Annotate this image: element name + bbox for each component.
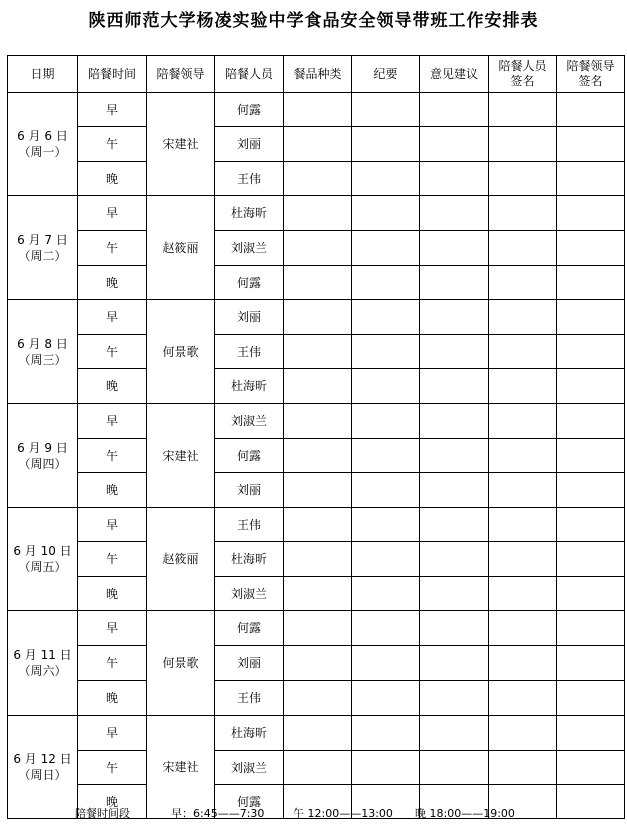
staff-signature-cell[interactable] [489,93,557,127]
leader-signature-cell[interactable] [557,577,625,611]
leader-signature-cell[interactable] [557,681,625,716]
leader-signature-cell[interactable] [557,404,625,439]
summary-cell[interactable] [352,751,420,785]
table-row [8,577,625,611]
leader-cell: 宋建社 [147,404,215,508]
table-body [8,93,625,819]
staff-cell: 刘淑兰 [215,577,284,611]
suggestion-cell[interactable] [420,231,489,266]
date-cell [8,611,78,716]
meal-time-cell: 晚 [78,785,147,819]
column-header: 陪餐人员 [215,56,284,93]
leader-cell: 何景歌 [147,611,215,716]
dish-type-cell[interactable] [284,127,352,162]
leader-cell: 宋建社 [147,93,215,196]
suggestion-cell[interactable] [420,439,489,473]
staff-signature-cell[interactable] [489,473,557,508]
staff-cell: 何露 [215,611,284,646]
date-cell [8,716,78,819]
suggestion-cell[interactable] [420,508,489,542]
date-cell [8,404,78,508]
date-cell [8,93,78,196]
leader-signature-cell[interactable] [557,611,625,646]
staff-signature-cell[interactable] [489,439,557,473]
staff-cell: 杜海昕 [215,542,284,577]
meal-time-cell: 午 [78,542,147,577]
lunch-time: 午 12:00——13:00 [293,807,393,820]
staff-signature-cell[interactable] [489,681,557,716]
leader-signature-cell[interactable] [557,439,625,473]
staff-cell: 何露 [215,266,284,300]
date-text: 6 月 10 日 [13,544,72,558]
table-row [8,335,625,369]
weekday-text: （周一） [18,145,67,159]
staff-signature-cell[interactable] [489,369,557,404]
table-row [8,681,625,716]
leader-signature-cell[interactable] [557,542,625,577]
weekday-text: （周日） [18,768,67,782]
date-text: 6 月 11 日 [13,648,72,662]
weekday-text: （周二） [18,248,67,263]
staff-signature-cell[interactable] [489,404,557,439]
staff-cell: 刘淑兰 [215,404,284,439]
summary-cell[interactable] [352,196,420,231]
dish-type-cell[interactable] [284,751,352,785]
suggestion-cell[interactable] [420,681,489,716]
leader-signature-cell[interactable] [557,369,625,404]
leader-signature-cell[interactable] [557,716,625,751]
column-header: 陪餐领导 [147,56,215,93]
staff-cell: 何露 [215,439,284,473]
leader-cell: 何景歌 [147,300,215,404]
summary-cell[interactable] [352,646,420,681]
meal-time-cell: 晚 [78,369,147,404]
dish-type-cell[interactable] [284,300,352,335]
weekday-text: （周四） [18,456,67,471]
staff-signature-cell[interactable] [489,300,557,335]
summary-cell[interactable] [352,231,420,266]
leader-signature-cell[interactable] [557,300,625,335]
meal-time-cell: 午 [78,751,147,785]
summary-cell[interactable] [352,508,420,542]
date-text: 6 月 6 日 [17,129,68,143]
dinner-time: 晚 18:00——19:00 [415,807,515,820]
staff-signature-cell[interactable] [489,751,557,785]
meal-time-cell: 早 [78,716,147,751]
summary-cell[interactable] [352,369,420,404]
leader-signature-cell[interactable] [557,127,625,162]
summary-cell[interactable] [352,611,420,646]
meal-time-cell: 早 [78,196,147,231]
dish-type-cell[interactable] [284,577,352,611]
suggestion-cell[interactable] [420,611,489,646]
weekday-text: （周六） [18,664,67,678]
staff-signature-cell[interactable] [489,646,557,681]
staff-signature-cell[interactable] [489,508,557,542]
summary-cell[interactable] [352,266,420,300]
staff-signature-cell[interactable] [489,162,557,196]
meal-time-cell: 早 [78,404,147,439]
column-header: 纪要 [352,56,420,93]
table-row [8,127,625,162]
footer-label: 陪餐时间段 [75,807,130,820]
leader-signature-cell[interactable] [557,335,625,369]
weekday-text: （周三） [18,352,67,367]
table-row [8,473,625,508]
staff-cell: 刘丽 [215,300,284,335]
staff-cell: 王伟 [215,508,284,542]
date-cell [8,196,78,300]
date-text: 6 月 9 日 [17,440,68,455]
dish-type-cell[interactable] [284,266,352,300]
schedule-table [7,55,625,819]
summary-cell[interactable] [352,335,420,369]
table-row [8,231,625,266]
staff-cell: 王伟 [215,335,284,369]
suggestion-cell[interactable] [420,646,489,681]
leader-signature-cell[interactable] [557,231,625,266]
table-row [8,439,625,473]
meal-time-cell: 午 [78,127,147,162]
summary-cell[interactable] [352,542,420,577]
date-cell [8,508,78,611]
meal-time-cell: 早 [78,300,147,335]
leader-cell: 赵筱丽 [147,196,215,300]
staff-signature-cell[interactable] [489,231,557,266]
suggestion-cell[interactable] [420,335,489,369]
dish-type-cell[interactable] [284,716,352,751]
staff-signature-cell[interactable] [489,335,557,369]
staff-signature-cell[interactable] [489,196,557,231]
date-text: 6 月 7 日 [17,232,68,247]
leader-signature-cell[interactable] [557,473,625,508]
leader-signature-cell[interactable] [557,266,625,300]
dish-type-cell[interactable] [284,231,352,266]
meal-time-cell: 晚 [78,266,147,300]
staff-cell: 杜海昕 [215,716,284,751]
dish-type-cell[interactable] [284,646,352,681]
leader-signature-cell[interactable] [557,196,625,231]
summary-cell[interactable] [352,127,420,162]
column-header: 日期 [8,56,78,93]
table-row [8,716,625,751]
summary-cell[interactable] [352,681,420,716]
leader-signature-cell[interactable] [557,785,625,819]
dish-type-cell[interactable] [284,196,352,231]
suggestion-cell[interactable] [420,751,489,785]
date-text: 6 月 8 日 [17,336,68,351]
dish-type-cell[interactable] [284,681,352,716]
weekday-text: （周五） [18,560,67,574]
dish-type-cell[interactable] [284,542,352,577]
staff-signature-cell[interactable] [489,577,557,611]
summary-cell[interactable] [352,716,420,751]
table-row [8,751,625,785]
table-row [8,93,625,127]
suggestion-cell[interactable] [420,196,489,231]
dish-type-cell[interactable] [284,93,352,127]
dish-type-cell[interactable] [284,335,352,369]
column-header: 陪餐时间 [78,56,147,93]
dish-type-cell[interactable] [284,611,352,646]
meal-time-cell: 晚 [78,577,147,611]
table-row [8,611,625,646]
meal-time-footer [75,805,515,821]
meal-time-cell: 午 [78,335,147,369]
table-row [8,542,625,577]
table-row [8,369,625,404]
table-row [8,404,625,439]
summary-cell[interactable] [352,439,420,473]
table-row [8,162,625,196]
table-row [8,266,625,300]
leader-signature-cell[interactable] [557,508,625,542]
suggestion-cell[interactable] [420,266,489,300]
suggestion-cell[interactable] [420,162,489,196]
staff-signature-cell[interactable] [489,127,557,162]
meal-time-cell: 早 [78,93,147,127]
meal-time-cell: 早 [78,508,147,542]
suggestion-cell[interactable] [420,716,489,751]
leader-cell: 赵筱丽 [147,508,215,611]
suggestion-cell[interactable] [420,577,489,611]
suggestion-cell[interactable] [420,300,489,335]
meal-time-cell: 早 [78,611,147,646]
table-row [8,196,625,231]
column-header: 餐品种类 [284,56,352,93]
staff-cell: 刘丽 [215,127,284,162]
summary-cell[interactable] [352,473,420,508]
table-header [8,56,625,93]
meal-time-cell: 午 [78,439,147,473]
suggestion-cell[interactable] [420,127,489,162]
staff-cell: 杜海昕 [215,196,284,231]
summary-cell[interactable] [352,162,420,196]
staff-cell: 王伟 [215,681,284,716]
leader-signature-cell[interactable] [557,162,625,196]
dish-type-cell[interactable] [284,473,352,508]
dish-type-cell[interactable] [284,162,352,196]
dish-type-cell[interactable] [284,508,352,542]
summary-cell[interactable] [352,577,420,611]
summary-cell[interactable] [352,404,420,439]
meal-time-cell: 晚 [78,473,147,508]
dish-type-cell[interactable] [284,369,352,404]
suggestion-cell[interactable] [420,473,489,508]
staff-signature-cell[interactable] [489,611,557,646]
staff-cell: 刘丽 [215,646,284,681]
suggestion-cell[interactable] [420,404,489,439]
meal-time-cell: 晚 [78,681,147,716]
date-text: 6 月 12 日 [13,752,72,766]
breakfast-time: 早：6:45——7:30 [171,807,265,820]
leader-signature-cell[interactable] [557,93,625,127]
summary-cell[interactable] [352,93,420,127]
suggestion-cell[interactable] [420,542,489,577]
date-cell [8,300,78,404]
staff-signature-cell[interactable] [489,266,557,300]
column-header: 意见建议 [420,56,489,93]
staff-signature-cell[interactable] [489,716,557,751]
suggestion-cell[interactable] [420,93,489,127]
leader-cell: 宋建社 [147,716,215,819]
staff-cell: 王伟 [215,162,284,196]
column-header: 陪餐人员 签名 [489,56,557,93]
staff-cell: 刘淑兰 [215,231,284,266]
table-row [8,300,625,335]
staff-cell: 刘丽 [215,473,284,508]
column-header: 陪餐领导 签名 [557,56,625,93]
meal-time-cell: 晚 [78,162,147,196]
staff-signature-cell[interactable] [489,542,557,577]
staff-cell: 刘淑兰 [215,751,284,785]
meal-time-cell: 午 [78,231,147,266]
table-row [8,646,625,681]
dish-type-cell[interactable] [284,404,352,439]
leader-signature-cell[interactable] [557,751,625,785]
staff-cell: 何露 [215,93,284,127]
leader-signature-cell[interactable] [557,646,625,681]
suggestion-cell[interactable] [420,369,489,404]
staff-cell: 杜海昕 [215,369,284,404]
dish-type-cell[interactable] [284,439,352,473]
meal-time-cell: 午 [78,646,147,681]
table-row [8,508,625,542]
summary-cell[interactable] [352,300,420,335]
staff-cell: 何露 [215,785,284,819]
page-title: 陕西师范大学杨凌实验中学食品安全领导带班工作安排表 [88,11,539,31]
